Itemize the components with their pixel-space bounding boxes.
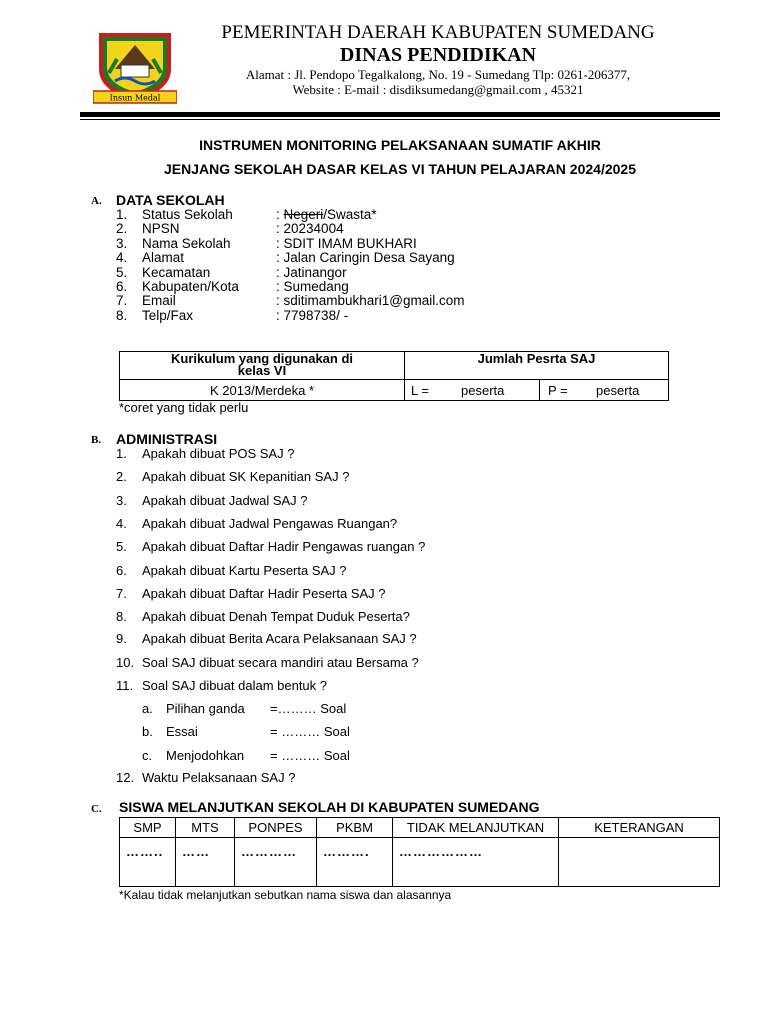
school-data-row: 2. NPSN : 20234004: [116, 221, 344, 236]
table-header: PONPES: [235, 818, 317, 838]
struck-option: Negeri: [283, 207, 324, 222]
not-continuing-note: *Kalau tidak melanjutkan sebutkan nama siswa dan alasannya: [119, 888, 452, 902]
school-data-row: 7. Email : sditimambukhari1@gmail.com: [116, 293, 465, 308]
male-label: L =: [405, 380, 462, 401]
table-cell: [559, 838, 720, 887]
header-rule-thick: [80, 112, 720, 117]
header-rule-thin: [80, 119, 720, 120]
contact-line: Website : E-mail : disdiksumedang@gmail.com , 45321: [292, 82, 584, 97]
table-header: KETERANGAN: [559, 818, 720, 838]
table-cell: ………………: [393, 838, 559, 887]
table-cell: ……..: [120, 838, 176, 887]
strike-note: *coret yang tidak perlu: [119, 400, 249, 415]
school-data-row: 3. Nama Sekolah : SDIT IMAM BUKHARI: [116, 236, 417, 251]
government-name: PEMERINTAH DAERAH KABUPATEN SUMEDANG: [221, 22, 655, 43]
female-unit: peserta: [596, 380, 669, 401]
school-data-row: 6. Kabupaten/Kota : Sumedang: [116, 279, 349, 294]
male-unit: peserta: [461, 380, 540, 401]
participants-header: Jumlah Pesrta SAJ: [405, 352, 669, 380]
female-label: P =: [540, 380, 597, 401]
document-subtitle: JENJANG SEKOLAH DASAR KELAS VI TAHUN PELAJARAN 2024/2025: [164, 161, 636, 177]
curriculum-value: K 2013/Merdeka *: [120, 380, 405, 401]
table-header: MTS: [176, 818, 235, 838]
school-data-row: 8. Telp/Fax : 7798738/ -: [116, 308, 349, 323]
section-c-title: SISWA MELANJUTKAN SEKOLAH DI KABUPATEN SUMEDANG: [119, 799, 540, 815]
table-cell: ……….: [317, 838, 393, 887]
section-a-title: DATA SEKOLAH: [116, 192, 225, 208]
table-cell: …………: [235, 838, 317, 887]
curriculum-table: [119, 351, 669, 401]
school-data-row: 1. Status Sekolah : Negeri/Swasta*: [116, 207, 377, 222]
section-b-letter: B.: [91, 434, 102, 446]
table-cell: ……: [176, 838, 235, 887]
school-data-row: 4. Alamat : Jalan Caringin Desa Sayang: [116, 250, 455, 265]
document-title: INSTRUMEN MONITORING PELAKSANAAN SUMATIF AKHIR: [199, 137, 601, 153]
department-name: DINAS PENDIDIKAN: [339, 44, 537, 66]
section-c-letter: C.: [91, 803, 102, 815]
table-header: TIDAK MELANJUTKAN: [393, 818, 559, 838]
curriculum-header: Kurikulum yang digunakan di kelas VI: [120, 352, 405, 380]
table-header: SMP: [120, 818, 176, 838]
svg-text:Insun Medal: Insun Medal: [109, 93, 161, 103]
table-header: PKBM: [317, 818, 393, 838]
address-line: Alamat : Jl. Pendopo Tegalkalong, No. 19 - Sumedang Tlp: 0261-206377,: [245, 67, 631, 82]
section-b-title: ADMINISTRASI: [116, 431, 218, 447]
school-data-row: 5. Kecamatan : Jatinangor: [116, 265, 347, 280]
section-a-letter: A.: [91, 195, 102, 207]
continuation-table: [119, 817, 720, 887]
